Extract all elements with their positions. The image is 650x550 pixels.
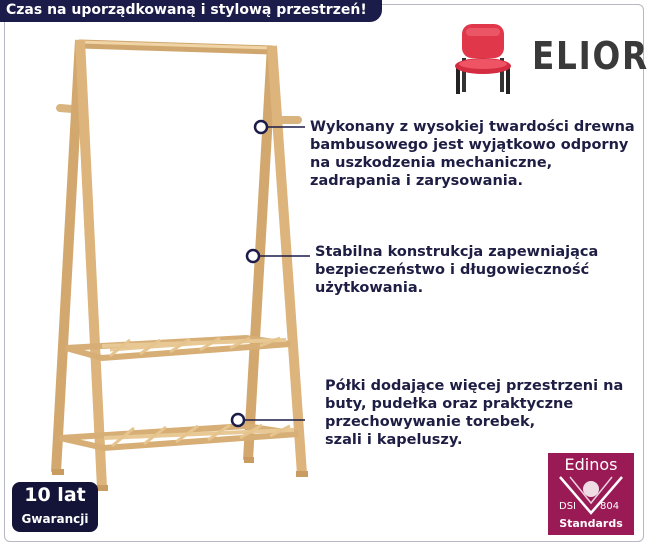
callout-line: buty, pudełka oraz praktyczne [325,396,574,412]
callout-line: Wykonany z wysokiej twardości drewna [310,119,635,135]
brand-logo [446,18,649,96]
callout-text-material [310,118,635,190]
certificate-badge [548,453,634,535]
callout-line: użytkowania. [315,280,424,296]
certificate-standard-number: 804 [600,501,620,512]
callout-line: Półki dodające więcej przestrzeni na [325,378,624,394]
callout-text-shelves [325,377,623,449]
callout-text-stability [315,243,598,297]
banner-text: Czas na uporządkowaną i stylową przestrzeń! [6,2,367,18]
warranty-badge [12,482,98,532]
certificate-standard-label: Standards [559,517,623,530]
callout-line: bambusowego jest wyjątkowo odporny [310,137,629,153]
callout-line: szali i kapeluszy. [325,432,463,448]
top-banner [0,0,382,22]
brand-name: ELIOR [532,34,649,78]
certificate-brand: Edinos [564,455,618,474]
callout-line: Stabilna konstrukcja zapewniająca [315,244,599,260]
callout-line: na uszkodzenia mechaniczne, [310,155,553,171]
chair-icon [446,18,520,96]
warranty-years: 10 lat [24,484,86,506]
callout-line: przechowywanie torebek, [325,414,536,430]
callout-line: zadrapania i zarysowania. [310,173,524,189]
warranty-label: Gwarancji [21,512,89,526]
clothes-rack-illustration [40,28,320,498]
certificate-standard-prefix: DSI [559,501,576,512]
callout-line: bezpieczeństwo i długowieczność [315,262,590,278]
